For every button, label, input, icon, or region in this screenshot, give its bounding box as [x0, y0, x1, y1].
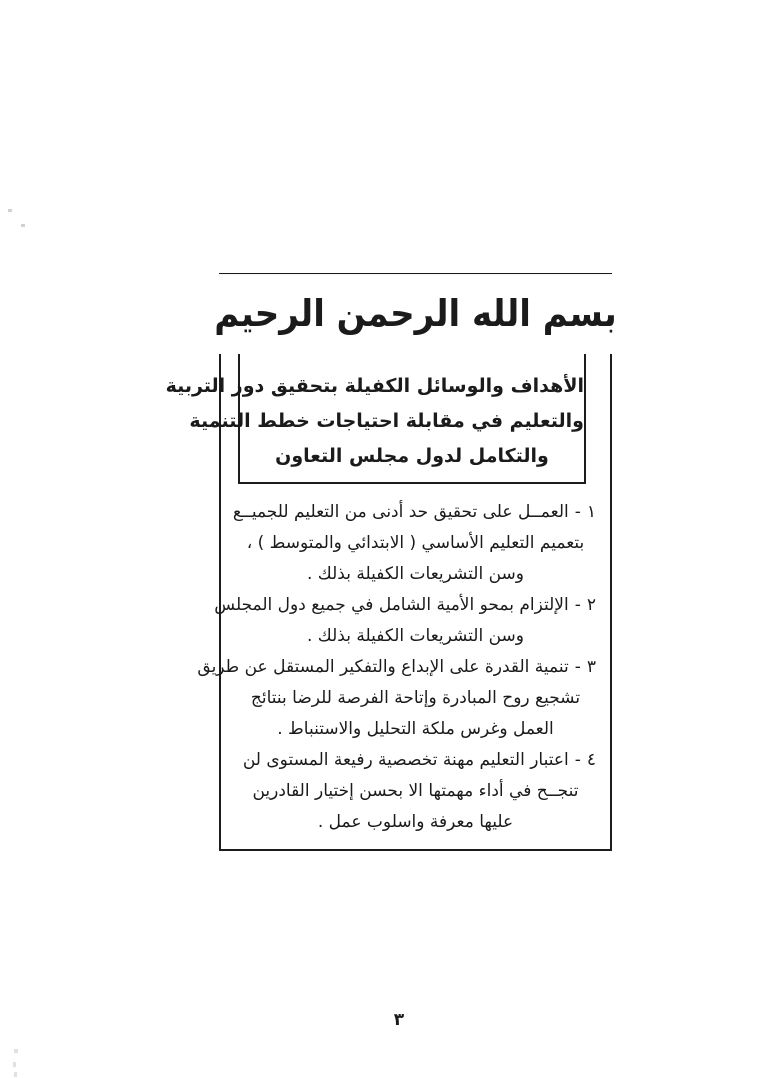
item-text: الإلتزام بمحو الأمية الشامل في جميع دول المجلس — [214, 595, 569, 615]
item-text: العمــل على تحقيق حد أدنى من التعليم للجميــع — [232, 502, 569, 522]
bismillah-calligraphy: بسم الله الرحمن الرحيم — [198, 274, 633, 354]
list-item-line: تنجــح في أداء مهمتها الا بحسن إختيار القادرين — [252, 781, 579, 801]
title-line: الأهداف والوسائل الكفيلة بتحقيق دور التربية — [165, 375, 584, 397]
item-text: تنمية القدرة على الإبداع والتفكير المستقل عن طريق — [197, 657, 569, 677]
list-item-line — [233, 745, 598, 776]
list-item-line: العمل وغرس ملكة التحليل والاستنباط . — [277, 719, 554, 739]
numbered-list — [197, 497, 598, 838]
list-item-line — [197, 652, 598, 683]
scan-speck — [13, 1062, 16, 1067]
page-number: ٣ — [393, 1010, 405, 1030]
item-number: ٣ — [586, 657, 596, 677]
item-number: ٢ — [586, 595, 596, 615]
list-item-line: وسن التشريعات الكفيلة بذلك . — [306, 626, 525, 646]
list-item-line: بتعميم التعليم الأساسي ( الابتدائي والمتوسط ) ، — [246, 533, 585, 553]
item-dash: - — [574, 595, 581, 615]
scan-speck — [14, 1072, 17, 1077]
item-number: ١ — [586, 502, 596, 522]
item-dash: - — [574, 750, 581, 770]
list-item-line: وسن التشريعات الكفيلة بذلك . — [306, 564, 525, 584]
title-line: والتكامل لدول مجلس التعاون — [275, 445, 549, 467]
item-dash: - — [574, 657, 581, 677]
item-number: ٤ — [586, 750, 596, 770]
scan-speck — [14, 1049, 18, 1053]
list-item-1 — [233, 497, 598, 590]
content-frame — [165, 273, 617, 851]
item-text: اعتبار التعليم مهنة تخصصية رفيعة المستوى لن — [242, 750, 569, 770]
list-item-line — [233, 497, 598, 528]
list-item-3 — [197, 652, 598, 745]
list-item-line: تشجيع روح المبادرة وإتاحة الفرصة للرضا بنتائج — [250, 688, 581, 708]
item-dash: - — [574, 502, 581, 522]
scan-speck — [8, 209, 12, 212]
list-item-4 — [233, 745, 598, 838]
list-item-line — [214, 590, 598, 621]
list-item-2 — [214, 590, 598, 652]
title-line: والتعليم في مقابلة احتياجات خطط التنمية — [189, 410, 584, 432]
list-item-line: عليها معرفة واسلوب عمل . — [317, 812, 514, 832]
scan-speck — [21, 224, 25, 227]
